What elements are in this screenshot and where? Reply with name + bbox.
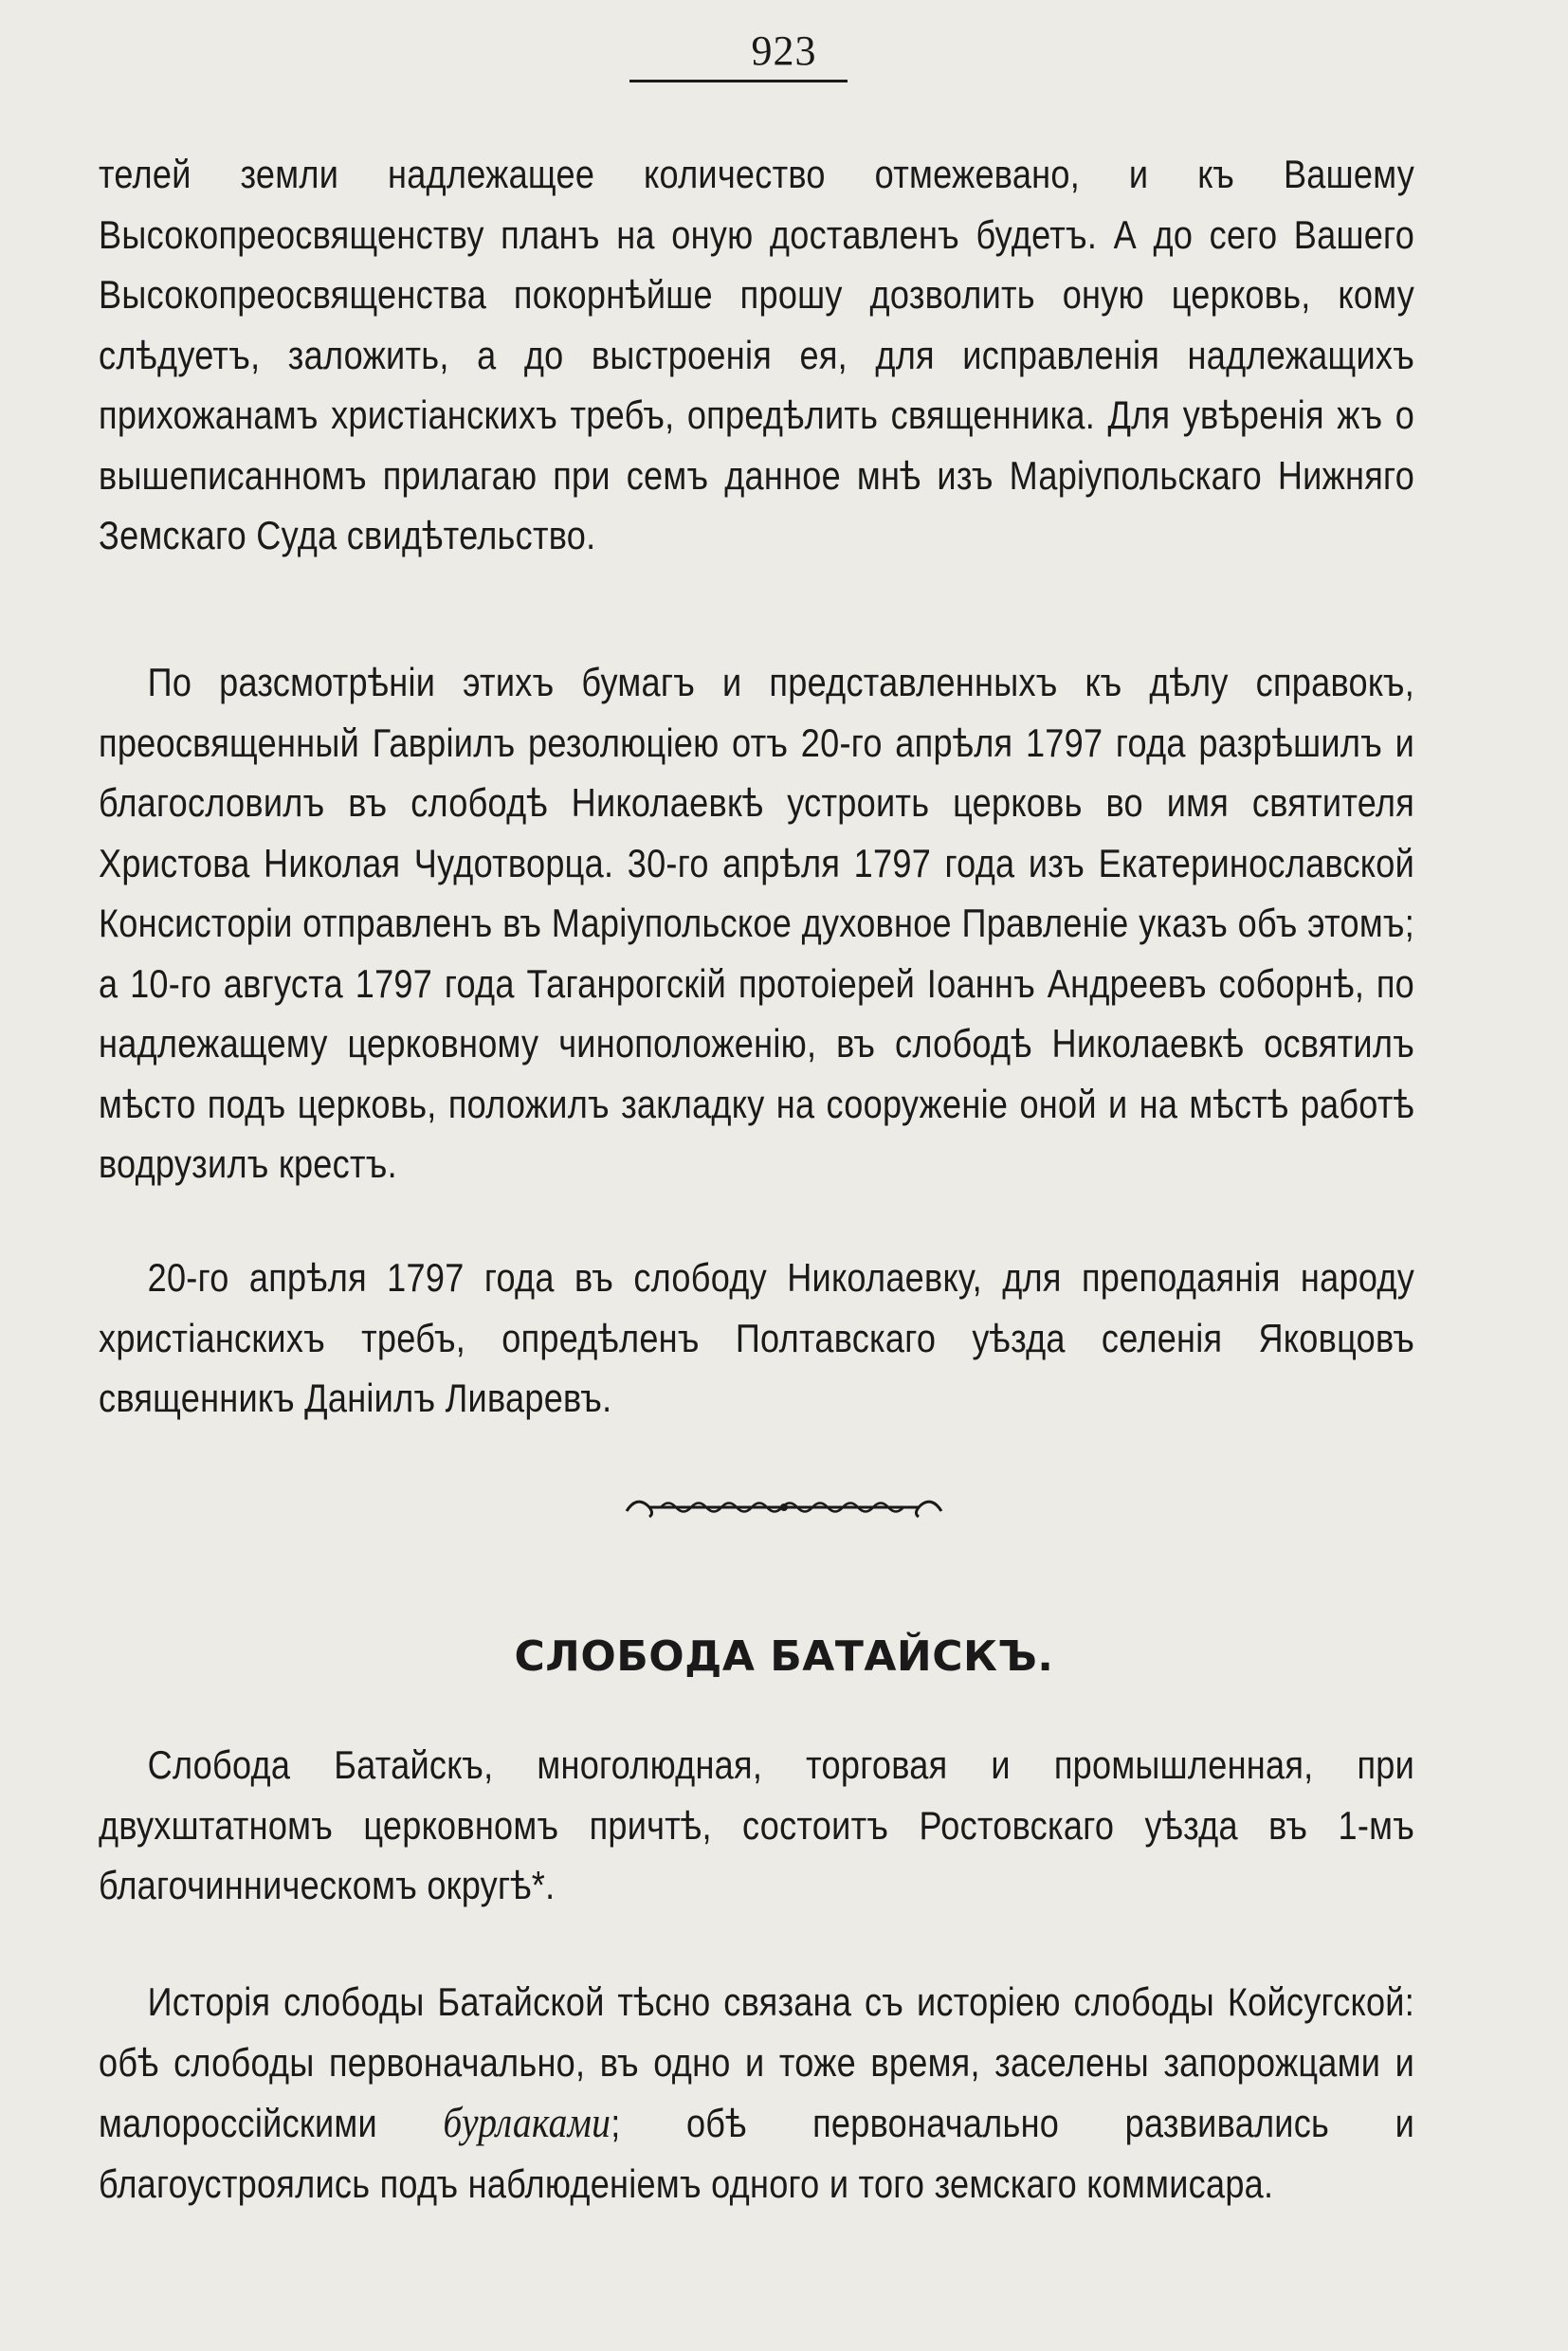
ornament-divider <box>623 1490 945 1524</box>
paragraph-1 <box>99 144 1414 566</box>
paragraph-5-text <box>99 1972 1414 2214</box>
paragraph-1-text: телей земли надлежащее количество отмежевано, и къ Вашему Высокопреосвященству планъ на оную доставленъ будетъ. А до сего Вашего Высокопреосвященства покорнѣйше прошу дозволить оную церковь, кому слѣдуетъ, заложить, а до выстроенія ея, для исправленія надлежащихъ прихожанамъ христіанскихъ требъ, опредѣлить священника. Для увѣренія жъ о вышеписанномъ прилагаю при семъ данное мнѣ изъ Маріупольскаго Нижняго Земскаго Суда свидѣтельство. <box>99 152 1415 557</box>
paragraph-5-italic-word: бурлаками <box>443 2098 611 2146</box>
paragraph-4-text: Слобода Батайскъ, многолюдная, торговая и промышленная, при двухштатномъ церковномъ причтѣ, состоитъ Ростовскаго уѣзда въ 1-мъ благочинническомъ округѣ*. <box>99 1742 1415 1907</box>
paragraph-5 <box>99 1972 1414 2214</box>
paragraph-5-part-2: ; обѣ первоначально развивались и благоустроялись подъ наблюденіемъ одного и того земскаго коммисара. <box>99 2101 1415 2206</box>
paragraph-4 <box>99 1735 1414 1916</box>
section-title: СЛОБОДА БАТАЙСКЪ. <box>514 1632 1054 1681</box>
paragraph-2-text: По разсмотрѣніи этихъ бумагъ и представленныхъ къ дѣлу справокъ, преосвященный Гавріилъ резолюціею отъ 20-го апрѣля 1797 года разрѣшилъ и благословилъ въ слободѣ Николаевкѣ устроить церковь во имя святителя Христова Николая Чудотворца. 30-го апрѣля 1797 года изъ Екатеринославской Консисторіи отправленъ въ Маріупольское духовное Правленіе указъ объ этомъ; а 10-го августа 1797 года Таганрогскій протоіерей Іоаннъ Андреевъ соборнѣ, по надлежащему церковному чиноположенію, въ слободѣ Николаевкѣ освятилъ мѣсто подъ церковь, положилъ закладку на сооруженіе оной и на мѣстѣ работѣ водрузилъ крестъ. <box>99 660 1415 1186</box>
page-number: 923 <box>751 27 817 74</box>
paragraph-3 <box>99 1248 1414 1429</box>
paragraph-3-text: 20-го апрѣля 1797 года въ слободу Николаевку, для преподаянія народу христіанскихъ требъ, опредѣленъ Полтавскаго уѣзда селенія Яковцовъ священникъ Даніилъ Ливаревъ. <box>99 1255 1415 1420</box>
paragraph-2 <box>99 652 1414 1194</box>
page-number-rule <box>629 80 848 82</box>
paragraph-5-part-1: Исторія слободы Батайской тѣсно связана съ исторіею слободы Койсугской: обѣ слободы первоначально, въ одно и тоже время, заселены запорожцами и малороссійскими <box>99 1979 1415 2145</box>
